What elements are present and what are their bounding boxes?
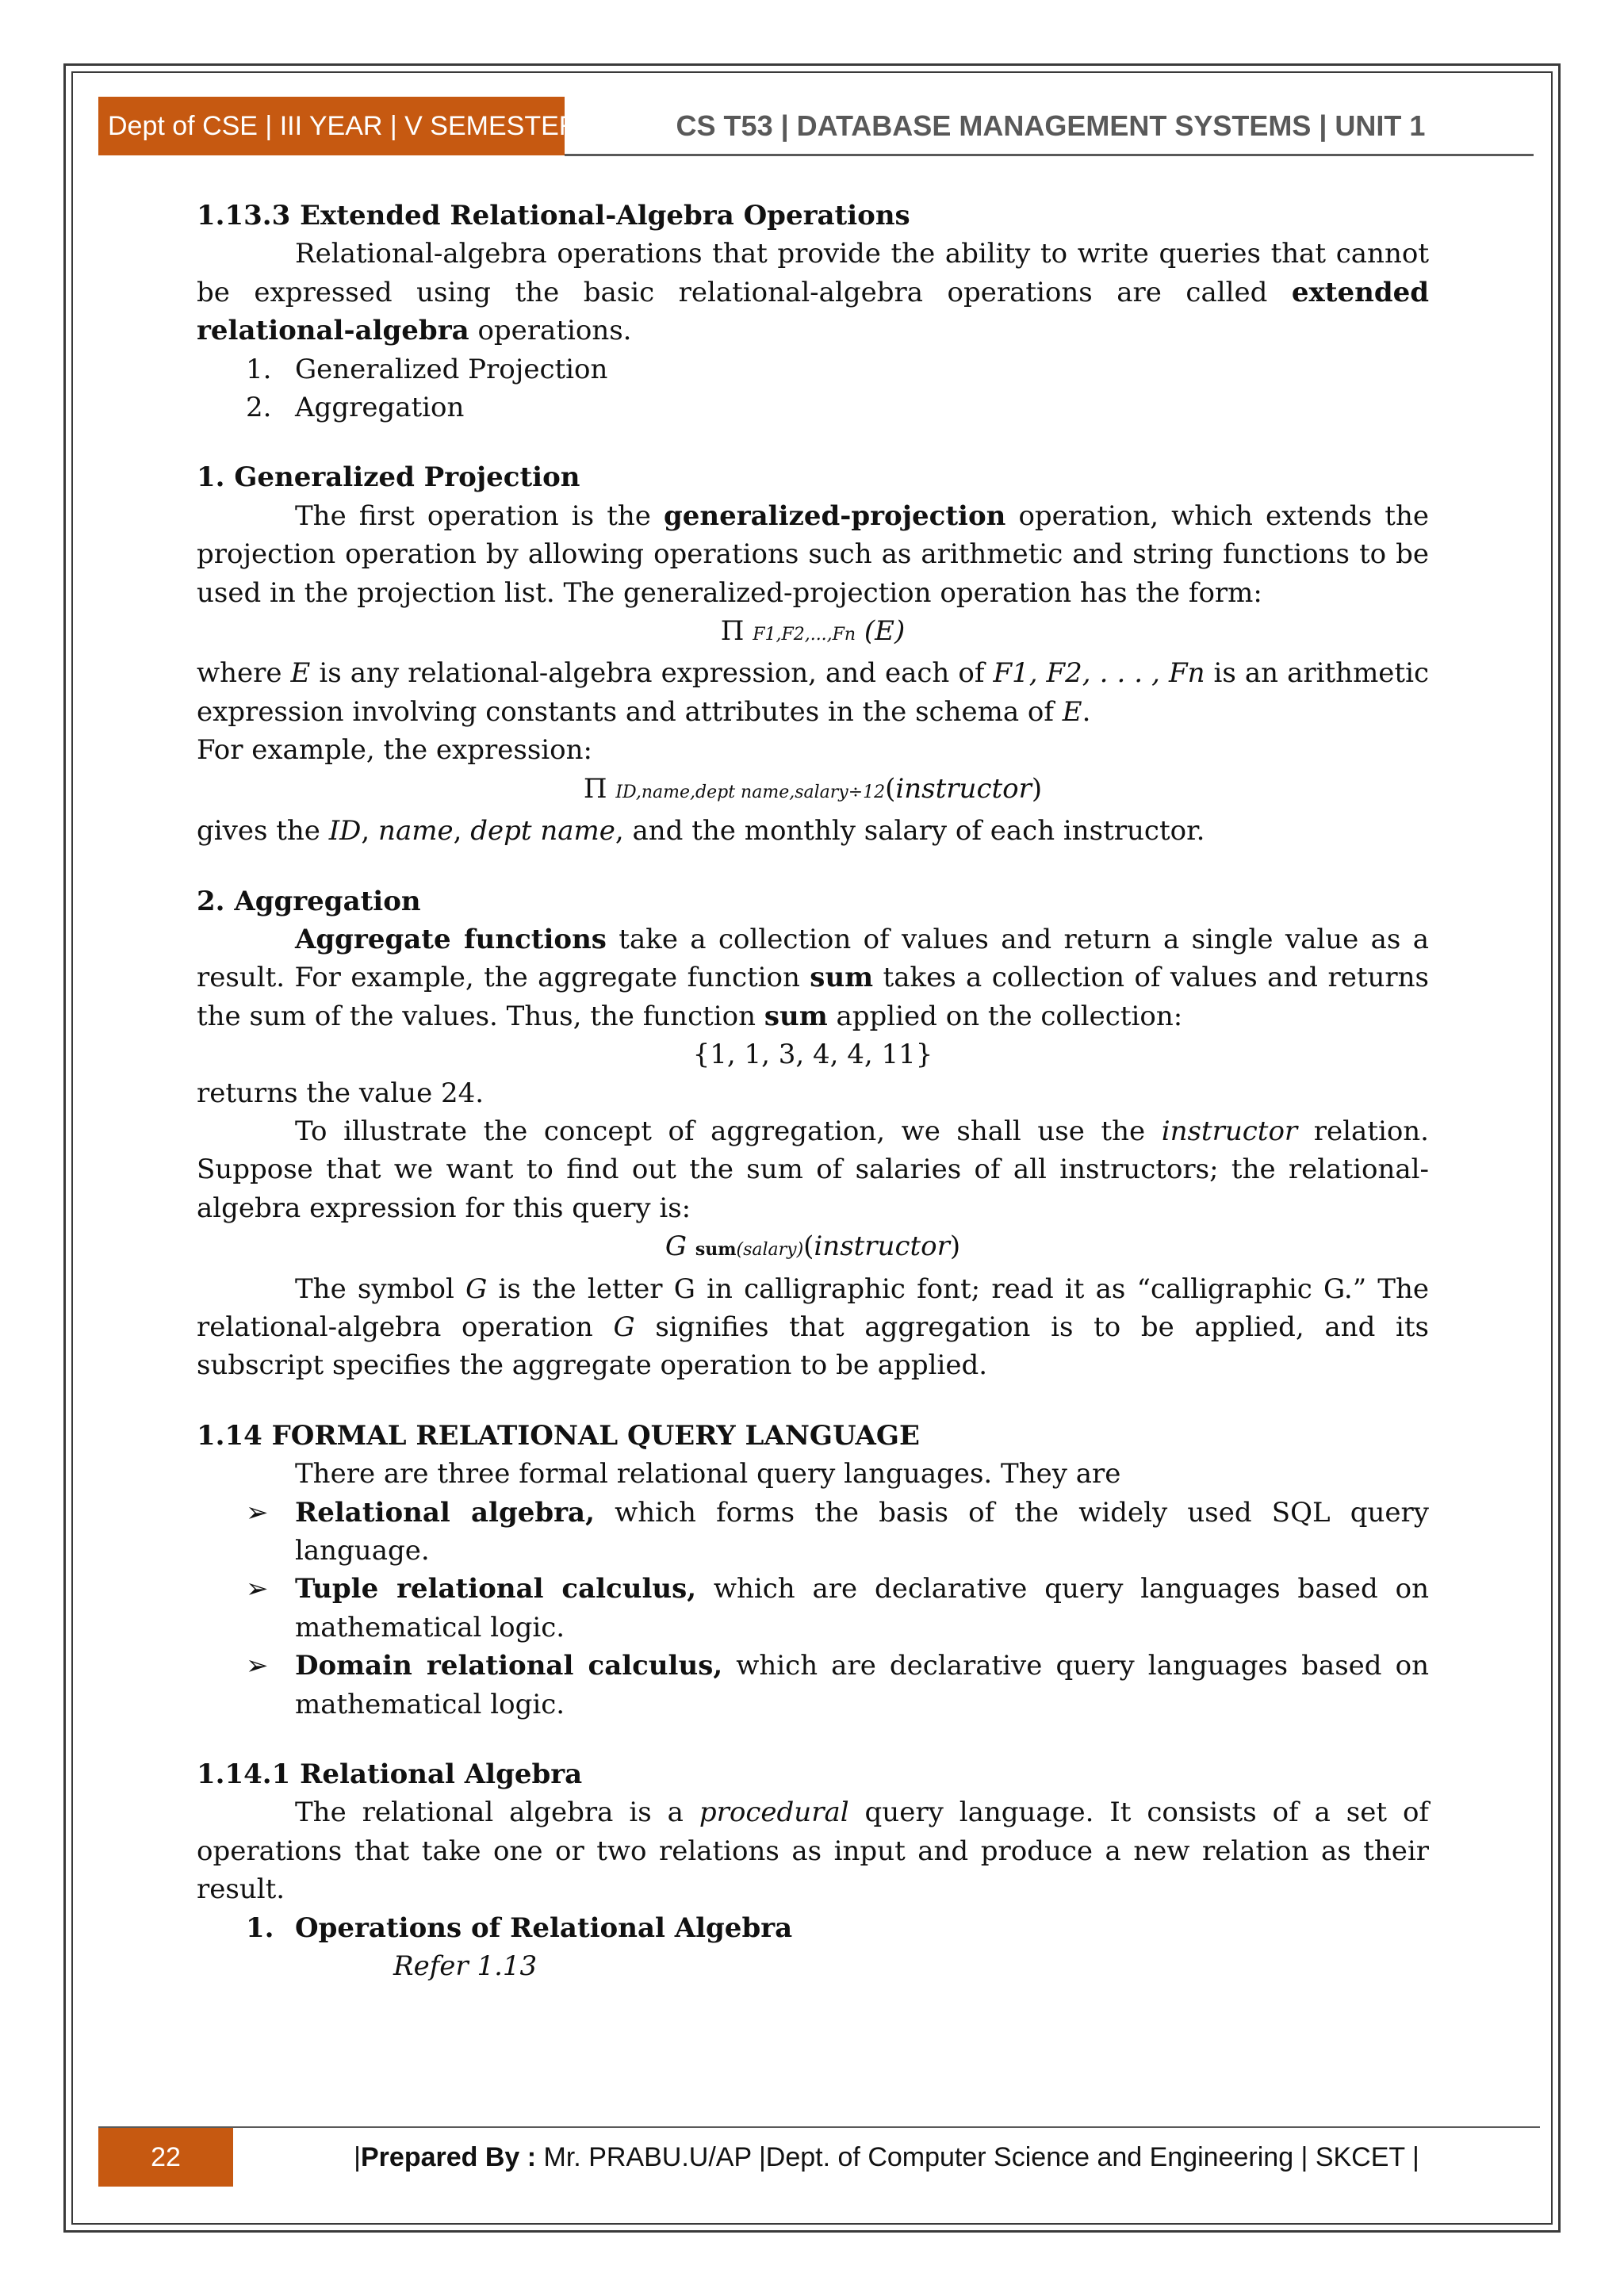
paragraph-genproj-intro: The first operation is the generalized-projection operation, which extends the projection operation by allowing operations such as arithmetic and string functions to be used in the projection list. The generalized-projection operation has the form:	[197, 499, 1429, 609]
arrow-bullet-icon: ➢	[246, 1496, 269, 1529]
list-item: 1. Operations of Relational Algebra	[246, 1911, 793, 1944]
list-item: ➢ Relational algebra, which forms the basis of the widely used SQL query language.	[295, 1494, 1429, 1571]
formula-genproj-example: Π ID,name,dept name,salary÷12(instructor)	[583, 772, 1043, 805]
paragraph-aggregate-functions: Aggregate functions take a collection of values and return a single value as a result. For example, the aggregate function sum takes a collection of values and returns the sum of the values. Thus, the function sum applied on the collection:	[197, 923, 1429, 1032]
paragraph-returns-value: returns the value 24.	[197, 1077, 485, 1109]
section-title-generalized-projection: 1. Generalized Projection	[197, 461, 580, 494]
paragraph-aggregation-illustration: To illustrate the concept of aggregation, we shall use the instructor relation. Suppose that we want to find out the sum of salaries of all instructors; the relational-algebra expression for this query is:	[197, 1115, 1429, 1224]
header-course-title: CS T53 | DATABASE MANAGEMENT SYSTEMS | UNIT 1	[676, 109, 1426, 142]
arrow-bullet-icon: ➢	[246, 1573, 269, 1605]
paragraph-genproj-result: gives the ID, name, dept name, and the monthly salary of each instructor.	[197, 815, 1205, 848]
extended-ops-list	[197, 350, 1429, 427]
formula-value-set: {1, 1, 3, 4, 4, 11}	[692, 1039, 933, 1071]
page-content	[197, 197, 1429, 1985]
formula-aggregation-sum: G sum(salary)(instructor)	[665, 1230, 961, 1263]
header-department: Dept of CSE | III YEAR | V SEMESTER	[98, 97, 565, 155]
query-languages-list	[197, 1494, 1429, 1724]
paragraph-genproj-where: where E is any relational-algebra expression, and each of F1, F2, . . . , Fn is an arithmetic expression involving constants and attributes in the schema of E.	[197, 657, 1430, 728]
formula-generalized-projection: Π F1,F2,...,Fn (E)	[720, 615, 906, 648]
paragraph-calligraphic-g: The symbol G is the letter G in calligraphic font; read it as “calligraphic G.” The relational-algebra operation G signifies that aggregation is to be applied, and its subscript specifies the aggregate operation to be applied.	[197, 1272, 1429, 1382]
refer-note: Refer 1.13	[393, 1950, 538, 1983]
list-item: 1. Generalized Projection	[246, 353, 608, 385]
relational-algebra-list	[197, 1909, 1429, 1947]
page-number: 22	[98, 2128, 233, 2187]
section-title-114: 1.14 FORMAL RELATIONAL QUERY LANGUAGE	[197, 1419, 920, 1452]
paragraph-query-languages-intro: There are three formal relational query languages. They are	[295, 1458, 1121, 1490]
footer-prepared-by: |Prepared By : Mr. PRABU.U/AP |Dept. of Computer Science and Engineering | SKCET |	[354, 2142, 1419, 2172]
list-item: ➢ Domain relational calculus, which are declarative query languages based on mathematical logic.	[295, 1647, 1429, 1724]
section-title-1141: 1.14.1 Relational Algebra	[197, 1758, 583, 1791]
section-title-1133: 1.13.3 Extended Relational-Algebra Operations	[197, 200, 910, 232]
arrow-bullet-icon: ➢	[246, 1650, 269, 1682]
list-item: ➢ Tuple relational calculus, which are declarative query languages based on mathematical logic.	[295, 1570, 1429, 1647]
paragraph-extended-intro: Relational-algebra operations that provide the ability to write queries that cannot be expressed using the basic relational-algebra operations are called extended relational-algebra operations.	[197, 238, 1429, 347]
list-item: 2. Aggregation	[246, 392, 465, 424]
paragraph-relational-algebra: The relational algebra is a procedural query language. It consists of a set of operations that take one or two relations as input and produce a new relation as their result.	[197, 1797, 1430, 1906]
paragraph-genproj-example-lead: For example, the expression:	[197, 734, 592, 767]
header-rule	[565, 154, 1534, 156]
section-title-aggregation: 2. Aggregation	[197, 885, 421, 917]
